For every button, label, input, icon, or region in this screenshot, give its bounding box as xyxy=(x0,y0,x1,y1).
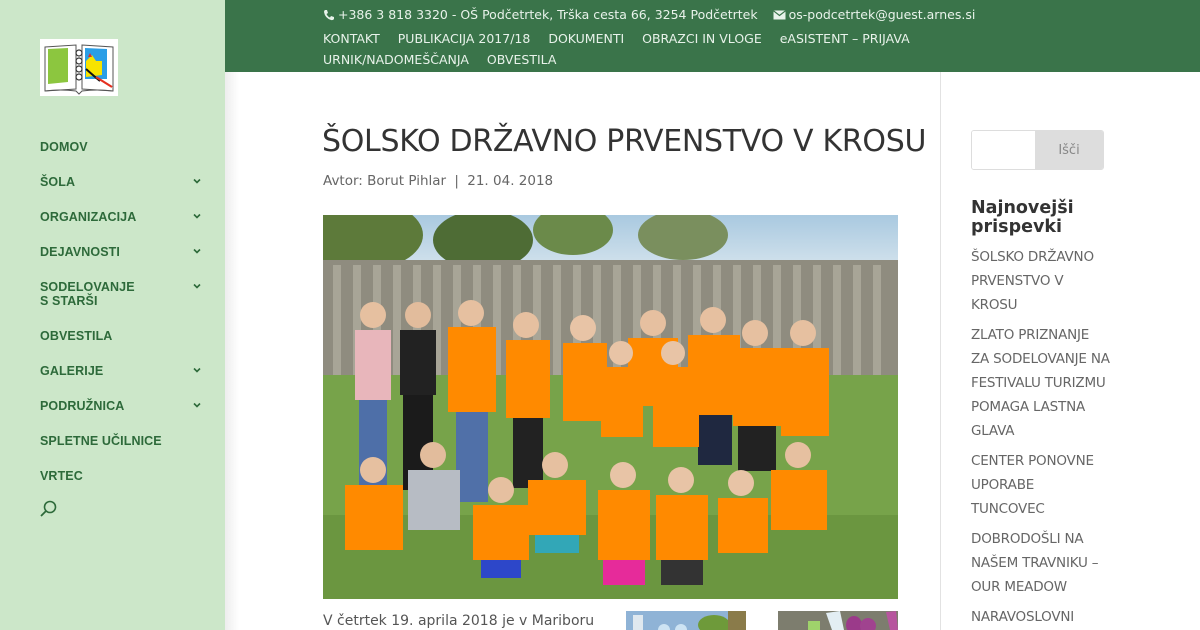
search-form xyxy=(971,130,1104,170)
topnav-obvestila[interactable]: OBVESTILA xyxy=(486,52,557,67)
chevron-down-icon[interactable] xyxy=(191,175,203,187)
recent-post-link[interactable]: ZLATO PRIZNANJE ZA SODELOVANJE NA FESTIVALU TURIZMU POMAGA LASTNA GLAVA xyxy=(971,327,1110,439)
topnav-easistent[interactable]: eASISTENT – PRIJAVA xyxy=(779,31,910,46)
phone-icon xyxy=(323,9,335,21)
search-input[interactable] xyxy=(972,131,1035,169)
recent-posts-title: Najnovejši prispevki xyxy=(971,198,1074,237)
top-header xyxy=(225,0,1200,72)
left-sidebar xyxy=(0,0,225,630)
main-shadow xyxy=(225,72,239,630)
recent-posts-list xyxy=(971,245,1111,630)
contact-info xyxy=(323,7,975,22)
nav-label: ŠOLA xyxy=(40,175,76,189)
topnav-obrazci[interactable]: OBRAZCI IN VLOGE xyxy=(642,31,762,46)
group-photo-image xyxy=(323,215,898,599)
nav-label: DEJAVNOSTI xyxy=(40,245,120,259)
sidebar-item-dejavnosti[interactable] xyxy=(40,243,205,259)
contact-phone-address: +386 3 818 3320 - OŠ Podčetrtek, Trška cesta 66, 3254 Podčetrtek xyxy=(338,7,758,22)
featured-image xyxy=(323,215,898,599)
topnav-urnik[interactable]: URNIK/NADOMEŠČANJA xyxy=(323,52,469,67)
recent-post-link[interactable]: CENTER PONOVNE UPORABE TUNCOVEC xyxy=(971,453,1094,517)
sidebar-item-domov[interactable] xyxy=(40,138,205,154)
nav-label: SPLETNE UČILNICE xyxy=(40,434,162,448)
recent-post-link[interactable]: NARAVOSLOVNI xyxy=(971,609,1075,625)
topnav-kontakt[interactable]: KONTAKT xyxy=(323,31,380,46)
thumbnail-image xyxy=(778,611,898,630)
contact-email[interactable]: os-podcetrtek@guest.arnes.si xyxy=(788,7,976,22)
search-icon[interactable] xyxy=(39,499,59,519)
sidebar-item-sola[interactable] xyxy=(40,173,205,189)
sidebar-item-spletne-ucilnice[interactable] xyxy=(40,432,205,448)
gallery-thumbnail[interactable] xyxy=(626,611,746,630)
chevron-down-icon[interactable] xyxy=(191,245,203,257)
sidebar-item-organizacija[interactable] xyxy=(40,208,205,224)
school-logo[interactable] xyxy=(40,39,118,96)
sidebar-item-obvestila[interactable] xyxy=(40,327,205,343)
post-title: ŠOLSKO DRŽAVNO PRVENSTVO V KROSU xyxy=(322,124,927,159)
sidebar-item-galerije[interactable] xyxy=(40,362,205,378)
author-prefix: Avtor: xyxy=(323,173,363,189)
sidebar-item-sodelovanje[interactable] xyxy=(40,278,205,308)
sidebar-item-vrtec[interactable] xyxy=(40,467,205,483)
recent-post-link[interactable]: DOBRODOŠLI NA NAŠEM TRAVNIKU – OUR MEADOW xyxy=(971,531,1099,595)
chevron-down-icon[interactable] xyxy=(191,280,203,292)
post-date: 21. 04. 2018 xyxy=(467,173,554,189)
top-nav xyxy=(323,28,1083,70)
topnav-publikacija[interactable]: PUBLIKACIJA 2017/18 xyxy=(397,31,531,46)
nav-label: SODELOVANJE S STARŠI xyxy=(40,280,135,308)
gallery-thumbnail[interactable] xyxy=(778,611,898,630)
post-excerpt: V četrtek 19. aprila 2018 je v Mariboru xyxy=(323,613,595,629)
book-logo-icon xyxy=(40,39,118,96)
nav-label: VRTEC xyxy=(40,469,83,483)
main-nav xyxy=(40,138,205,502)
recent-post-link[interactable]: ŠOLSKO DRŽAVNO PRVENSTVO V KROSU xyxy=(971,249,1094,313)
nav-label: ORGANIZACIJA xyxy=(40,210,137,224)
chevron-down-icon[interactable] xyxy=(191,399,203,411)
search-button[interactable]: Išči xyxy=(1035,131,1103,169)
post-meta xyxy=(323,173,553,189)
nav-label: GALERIJE xyxy=(40,364,104,378)
thumbnail-image xyxy=(626,611,746,630)
post-author[interactable]: Borut Pihlar xyxy=(367,173,447,189)
nav-label: OBVESTILA xyxy=(40,329,113,343)
sidebar-divider xyxy=(940,72,941,630)
nav-label: DOMOV xyxy=(40,140,88,154)
sidebar-item-podruznica[interactable] xyxy=(40,397,205,413)
nav-label: PODRUŽNICA xyxy=(40,399,125,413)
chevron-down-icon[interactable] xyxy=(191,210,203,222)
chevron-down-icon[interactable] xyxy=(191,364,203,376)
topnav-dokumenti[interactable]: DOKUMENTI xyxy=(548,31,625,46)
email-icon xyxy=(773,10,786,20)
meta-separator: | xyxy=(454,173,459,189)
